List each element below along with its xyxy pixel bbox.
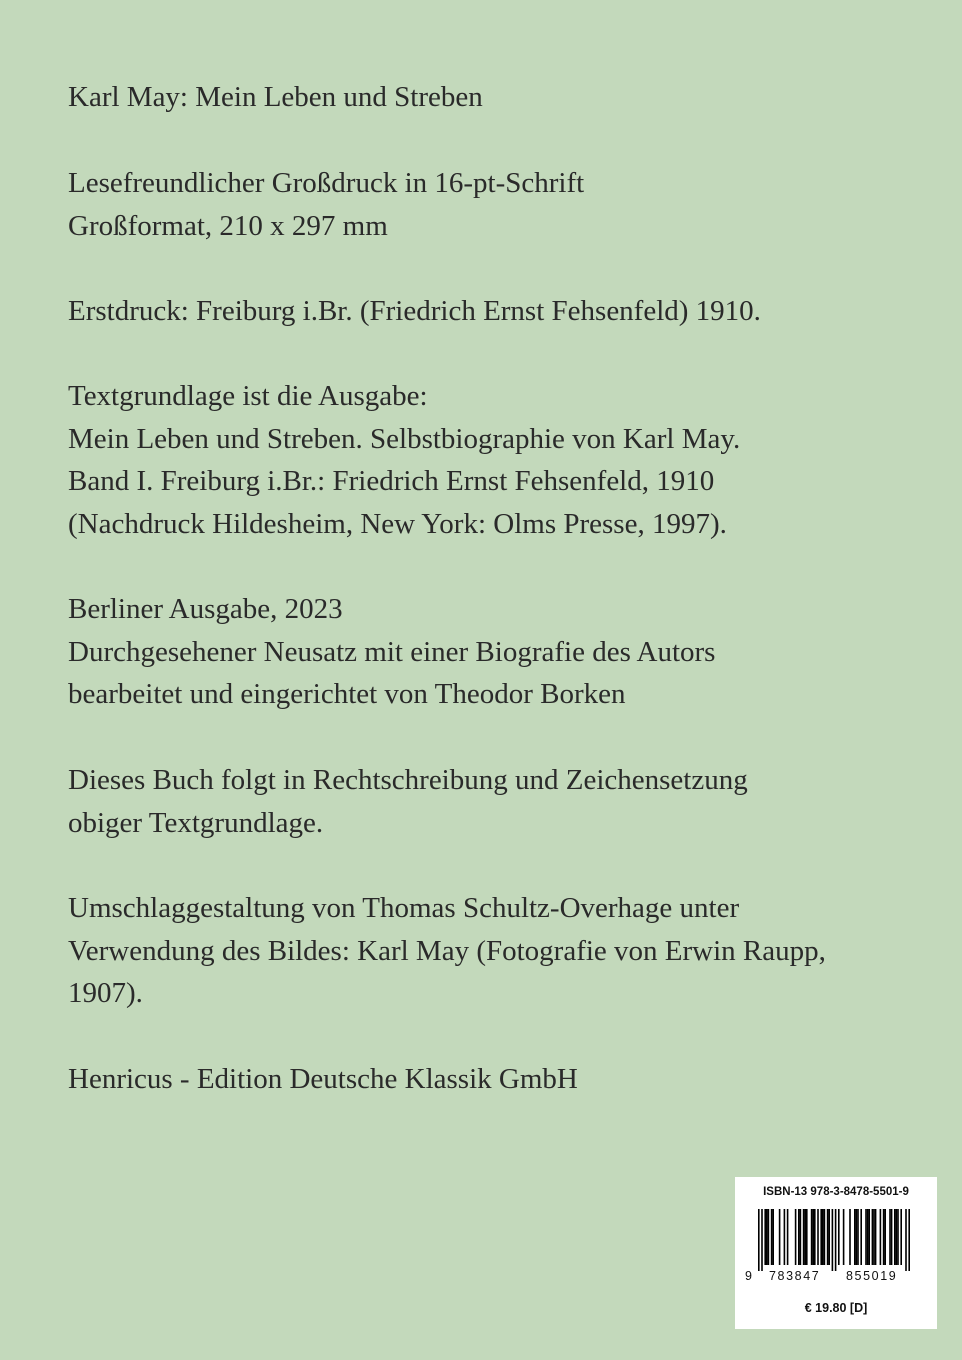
barcode-bar — [828, 1209, 830, 1265]
barcode-bar — [766, 1209, 768, 1265]
barcode-bar — [764, 1209, 766, 1265]
barcode-bar — [889, 1209, 891, 1265]
text-line: Band I. Freiburg i.Br.: Friedrich Ernst Fehsenfeld, 1910 — [68, 465, 715, 497]
text-line: Erstdruck: Freiburg i.Br. (Friedrich Ernst Fehsenfeld) 1910. — [68, 295, 761, 327]
barcode-bar — [838, 1209, 840, 1265]
barcode-bar — [768, 1209, 770, 1265]
barcode-bar — [798, 1209, 800, 1265]
barcode-bar — [900, 1209, 902, 1265]
barcode-bar — [856, 1209, 858, 1265]
barcode-bar — [795, 1209, 797, 1265]
text-line: Berliner Ausgabe, 2023 — [68, 593, 343, 625]
barcode-bar — [854, 1209, 856, 1265]
barcode-bar — [820, 1209, 822, 1265]
barcode-bar — [897, 1209, 899, 1265]
title-block — [68, 76, 922, 119]
text-line: bearbeitet und eingerichtet von Theodor Borken — [68, 678, 626, 710]
barcode-bar — [817, 1209, 819, 1265]
barcode-digit-lead: 9 — [745, 1269, 752, 1283]
barcode-bar — [812, 1209, 814, 1265]
text-line: Dieses Buch folgt in Rechtschreibung und Zeichensetzung — [68, 764, 748, 796]
barcode-bar — [891, 1209, 893, 1265]
barcode-bar — [787, 1209, 789, 1265]
barcode-bar — [857, 1209, 859, 1265]
barcode-bar — [867, 1209, 869, 1265]
price-label: € 19.80 [D] — [804, 1301, 868, 1315]
text-line: Textgrundlage ist die Ausgabe: — [68, 380, 428, 412]
barcode-bar — [894, 1209, 896, 1265]
barcode-bar — [908, 1209, 910, 1271]
text-line: Karl May: Mein Leben und Streben — [68, 81, 483, 113]
text-line: Durchgesehener Neusatz mit einer Biografie des Autors — [68, 635, 716, 668]
text-line: Lesefreundlicher Großdruck in 16-pt-Schrift — [68, 167, 585, 199]
barcode-bar — [865, 1209, 867, 1265]
barcode-bar — [884, 1209, 886, 1265]
barcode-bar — [872, 1209, 874, 1265]
barcode-bar — [811, 1209, 813, 1265]
orthography-block — [68, 759, 922, 844]
cover-credit-block — [68, 887, 922, 1015]
source-text-block — [68, 375, 922, 545]
barcode-bar — [761, 1209, 763, 1271]
text-line: Verwendung des Bildes: Karl May (Fotografie von Erwin Raupp, — [68, 934, 826, 967]
barcode-bar — [868, 1209, 870, 1265]
barcode-digits — [745, 1269, 931, 1285]
barcode-bar — [896, 1209, 898, 1265]
isbn-label: ISBN-13 978-3-8478-5501-9 — [763, 1186, 909, 1198]
text-line: obiger Textgrundlage. — [68, 806, 324, 839]
barcode-bar — [772, 1209, 774, 1265]
barcode-bar — [875, 1209, 877, 1265]
barcode-bar — [803, 1209, 805, 1265]
barcode-bar — [814, 1209, 816, 1265]
barcode-bar — [771, 1209, 773, 1265]
barcode-bar — [905, 1209, 907, 1271]
barcode-bar — [835, 1209, 837, 1271]
barcode-bar — [822, 1209, 824, 1265]
text-line: Umschlaggestaltung von Thomas Schultz-Overhage unter — [68, 892, 740, 924]
barcode-bar — [843, 1209, 845, 1265]
barcode-bar — [883, 1209, 885, 1265]
barcode-bar — [849, 1209, 851, 1265]
barcode-digits-left: 783847 — [769, 1269, 821, 1283]
barcode-bar — [827, 1209, 829, 1265]
text-line: (Nachdruck Hildesheim, New York: Olms Presse, 1997). — [68, 507, 727, 540]
barcode-bar — [800, 1209, 802, 1265]
barcode-bar — [806, 1209, 808, 1265]
barcode-bar — [860, 1209, 862, 1265]
barcode-bar — [784, 1209, 786, 1265]
text-line: Großformat, 210 x 297 mm — [68, 209, 388, 242]
barcode-bar — [779, 1209, 781, 1265]
barcode-bar — [824, 1209, 826, 1265]
barcode-bar — [873, 1209, 875, 1265]
barcode-icon — [758, 1209, 910, 1271]
format-block — [68, 162, 922, 247]
first-print-block — [68, 290, 922, 333]
text-line: 1907). — [68, 977, 143, 1009]
edition-block — [68, 588, 922, 716]
barcode-digits-right: 855019 — [846, 1269, 898, 1283]
barcode-bar — [832, 1209, 834, 1271]
barcode-bar — [804, 1209, 806, 1265]
text-line: Henricus - Edition Deutsche Klassik GmbH — [68, 1063, 578, 1095]
barcode-bar — [880, 1209, 882, 1265]
text-line: Mein Leben und Streben. Selbstbiographie von Karl May. — [68, 422, 741, 455]
barcode-bar — [758, 1209, 760, 1271]
isbn-barcode-label — [735, 1177, 937, 1329]
publisher-block — [68, 1058, 922, 1101]
